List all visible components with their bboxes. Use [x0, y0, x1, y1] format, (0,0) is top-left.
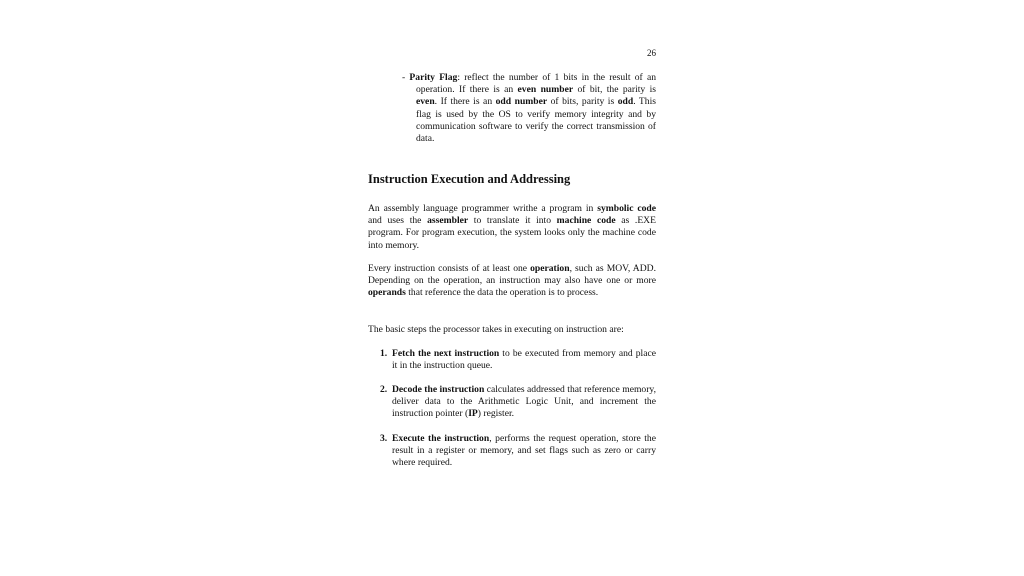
paragraph-assembly	[368, 203, 656, 252]
para1-text-3: to translate it into	[468, 215, 557, 227]
parity-bold-even-number: even number	[517, 84, 574, 96]
parity-text-3: . If there is an	[434, 96, 496, 108]
section-heading: Instruction Execution and Addressing	[368, 172, 571, 186]
parity-flag-term: Parity Flag	[409, 72, 458, 83]
bullet-dash: -	[402, 72, 410, 83]
parity-text-1: : reflect the number of 1 bits in the result of an operation. If there is an	[416, 72, 657, 96]
parity-flag-item	[402, 72, 656, 145]
parity-text-5: . This flag is used by the OS to verify memory integrity and by communication software to verify the correct transmission of data.	[416, 96, 656, 145]
step-execute	[380, 433, 656, 470]
step-number: 1.	[380, 348, 388, 359]
para1-bold-machine-code: machine code	[556, 215, 616, 227]
para1-text-4: as .EXE program. For program execution, the system looks only the machine code into memory.	[368, 215, 656, 251]
para1-text-2: and uses the	[368, 215, 428, 227]
parity-bold-even: even	[416, 96, 435, 108]
step-number: 3.	[380, 433, 388, 444]
step-fetch	[380, 348, 656, 372]
paragraph-instruction	[368, 263, 656, 300]
page-number: 26	[647, 48, 656, 58]
parity-bold-odd-number: odd number	[495, 96, 548, 108]
parity-text-4: of bits, parity is	[547, 96, 618, 108]
step-title: Execute the instruction	[392, 433, 490, 444]
step-text: calculates addressed that reference memory, deliver data to the Arithmetic Logic Unit, and increment the instruction pointer (	[392, 384, 656, 420]
step-decode	[380, 384, 656, 421]
step-number: 2.	[380, 384, 388, 395]
step-text: to be executed from memory and place it in the instruction queue.	[392, 348, 656, 372]
step-title: Decode the instruction	[392, 384, 485, 395]
parity-text-2: of bit, the parity is	[573, 84, 657, 96]
step-text-2: ) register.	[477, 408, 515, 420]
parity-bold-odd: odd	[617, 96, 634, 108]
para1-text-1: An assembly language programmer writhe a program in	[368, 203, 598, 214]
para1-bold-assembler: assembler	[427, 215, 469, 227]
para2-text-1: Every instruction consists of at least one	[368, 263, 531, 274]
step-title: Fetch the next instruction	[392, 348, 500, 359]
document-page	[368, 0, 656, 576]
step-bold-ip: IP	[468, 408, 478, 420]
para2-bold-operands: operands	[368, 287, 406, 299]
paragraph-basic-steps: The basic steps the processor takes in executing on instruction are:	[368, 324, 624, 335]
step-text: , performs the request operation, store the result in a register or memory, and set flags such as zero or carry where required.	[392, 433, 656, 469]
para2-bold-operation: operation	[530, 263, 570, 274]
para2-text-2: , such as MOV, ADD. Depending on the operation, an instruction may also have one or more	[368, 263, 656, 287]
para2-text-3: that reference the data the operation is to process.	[405, 287, 599, 299]
para1-bold-symbolic-code: symbolic code	[597, 203, 656, 214]
